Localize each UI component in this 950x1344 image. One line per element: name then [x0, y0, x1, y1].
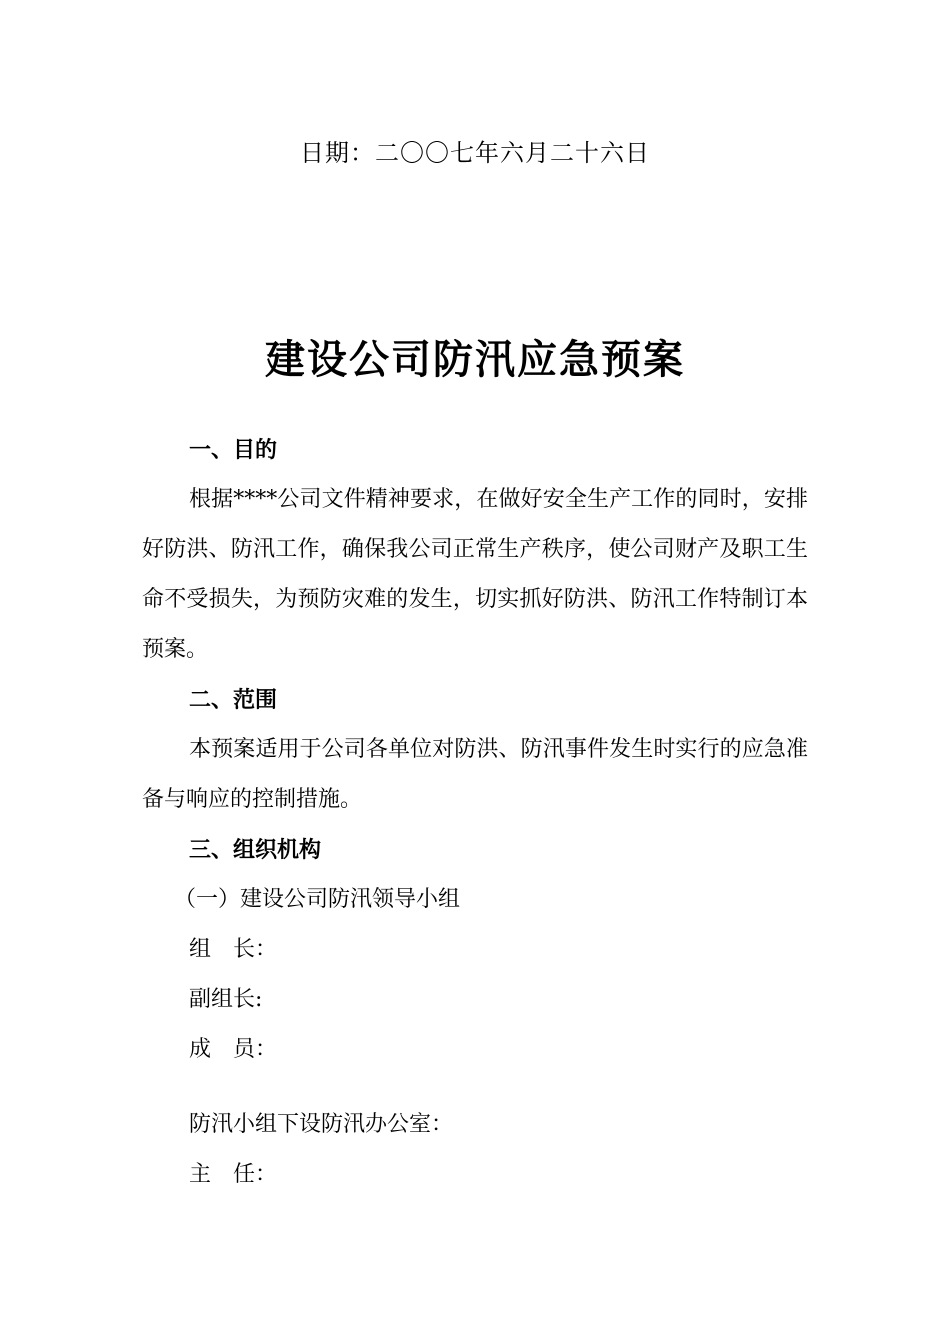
office-line: 防汛小组下设防汛办公室： — [189, 1112, 454, 1137]
purpose-paragraph: 根据****公司文件精神要求，在做好安全生产工作的同时，安排好防洪、防汛工作，确保我公司正常生产秩序，使公司财产及职工生命不受损失，为预防灾难的发生，切实抓好防洪、防汛工作特制订本预案。 — [142, 487, 808, 662]
document-date: 日期：二〇〇七年六月二十六日 — [300, 139, 650, 167]
leader-field: 组 长： — [189, 937, 278, 962]
deputy-leader-field: 副组长: — [189, 987, 263, 1012]
document-body — [142, 425, 808, 1200]
scope-paragraph: 本预案适用于公司各单位对防洪、防汛事件发生时实行的应急准备与响应的控制措施。 — [142, 737, 808, 812]
members-field: 成 员： — [189, 1037, 278, 1062]
section-heading-purpose: 一、目的 — [189, 437, 278, 463]
section-heading-organization: 三、组织机构 — [189, 837, 322, 863]
director-field: 主 任： — [189, 1162, 278, 1187]
blank-spacer — [142, 1075, 808, 1100]
organization-subheading: （一）建设公司防汛领导小组 — [174, 887, 461, 912]
document-title: 建设公司防汛应急预案 — [265, 336, 685, 383]
section-heading-scope: 二、范围 — [189, 687, 278, 713]
